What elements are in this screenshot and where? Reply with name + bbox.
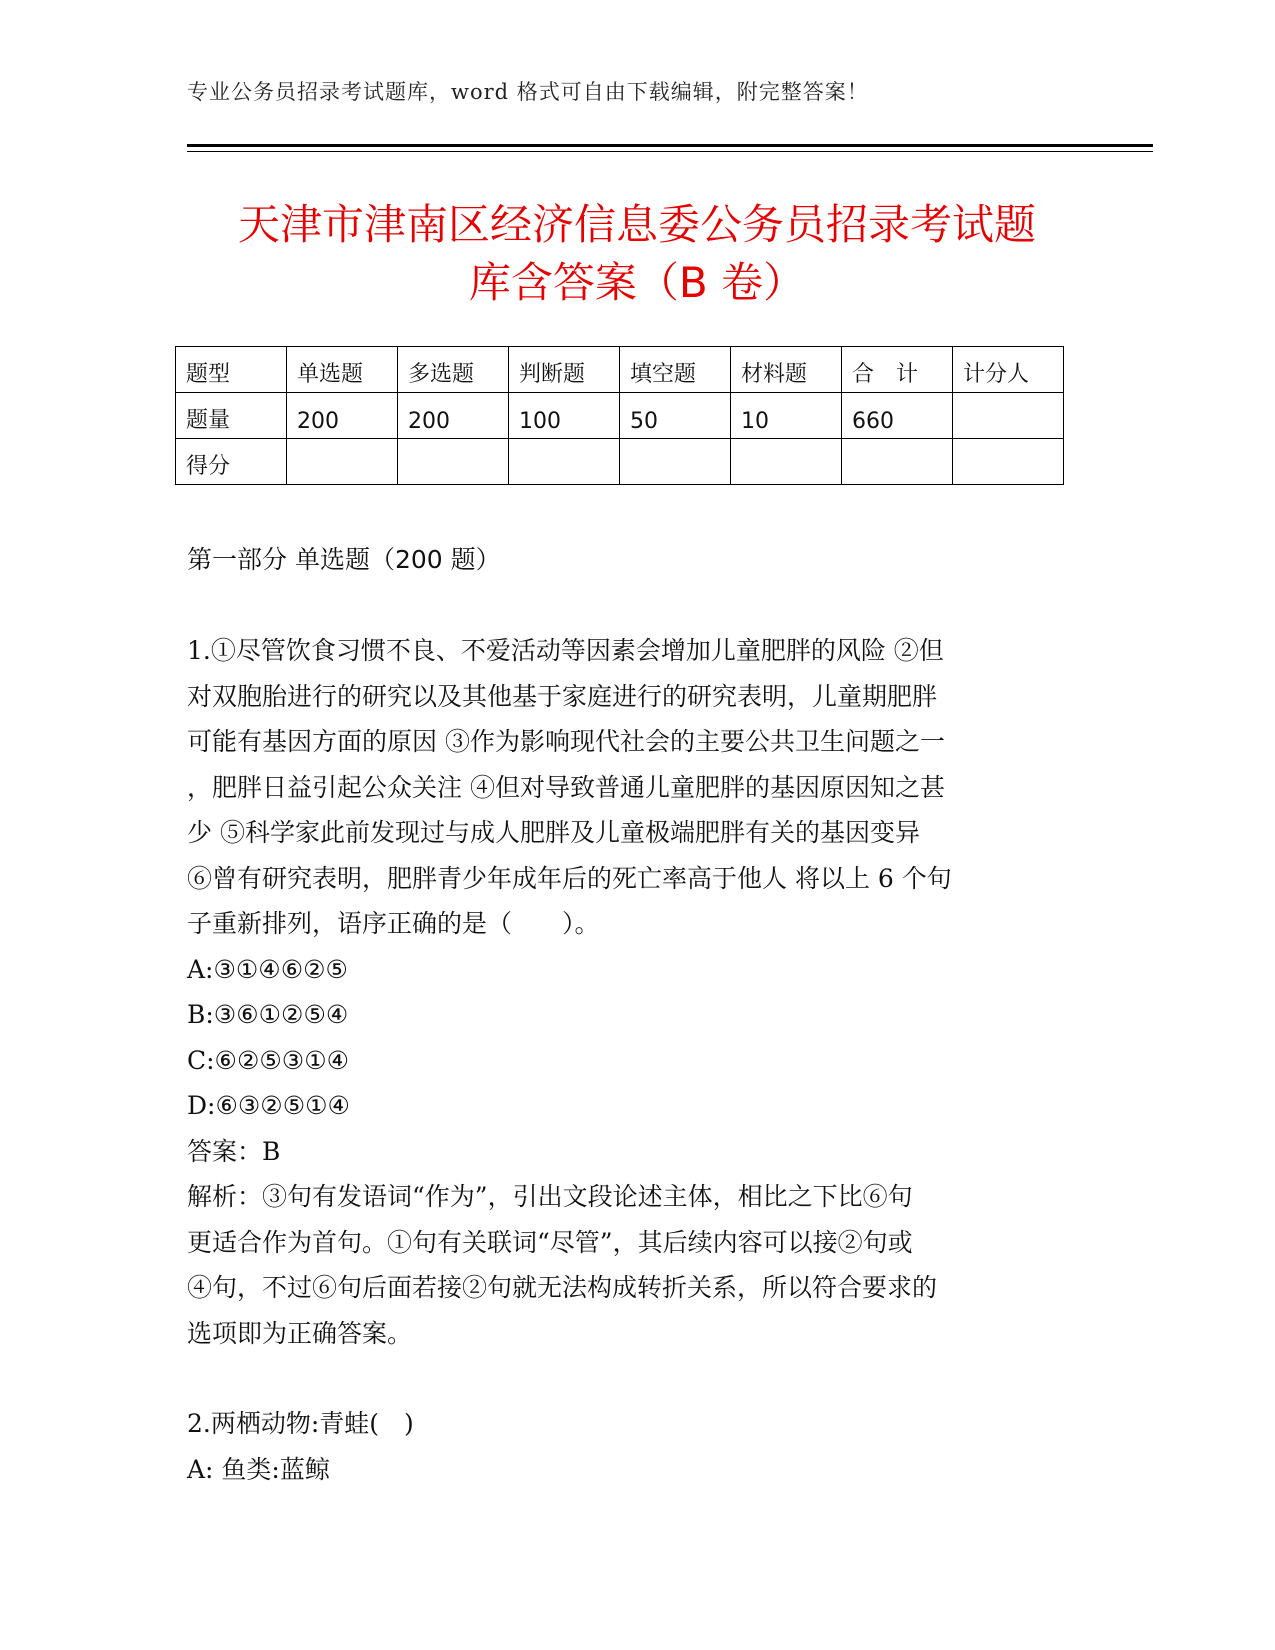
header-rule-thin bbox=[187, 151, 1153, 152]
analysis-line: 更适合作为首句。①句有关联词“尽管”，其后续内容可以接②句或 bbox=[187, 1227, 913, 1257]
question-stem-line: 少 ⑤科学家此前发现过与成人肥胖及儿童极端肥胖有关的基因变异 bbox=[187, 818, 920, 847]
table-cell: 题型 bbox=[176, 347, 287, 393]
option-a: A: 鱼类:蓝鲸 bbox=[187, 1454, 330, 1484]
question-stem-line: ，肥胖日益引起公众关注 ④但对导致普通儿童肥胖的基因原因知之甚 bbox=[187, 772, 945, 802]
analysis-label: 解析： bbox=[187, 1182, 263, 1211]
header-rule-thick bbox=[187, 144, 1153, 147]
table-cell: 200 bbox=[398, 393, 509, 439]
table-row bbox=[176, 439, 1064, 485]
table-cell bbox=[620, 439, 731, 485]
analysis-line: 选项即为正确答案。 bbox=[187, 1318, 413, 1348]
question-stem-line: 1.①尽管饮食习惯不良、不爱活动等因素会增加儿童肥胖的风险 ②但 bbox=[187, 636, 944, 665]
section-heading: 第一部分 单选题（200 题） bbox=[187, 545, 501, 574]
table-cell: 材料题 bbox=[731, 347, 842, 393]
table-cell: 单选题 bbox=[287, 347, 398, 393]
table-cell: 判断题 bbox=[509, 347, 620, 393]
table-cell bbox=[953, 393, 1064, 439]
table-cell: 计分人 bbox=[953, 347, 1064, 393]
question-stem-line: 可能有基因方面的原因 ③作为影响现代社会的主要公共卫生问题之一 bbox=[187, 727, 945, 756]
table-cell bbox=[953, 439, 1064, 485]
title-line-2: 库含答案（B 卷） bbox=[468, 258, 806, 307]
table-cell bbox=[509, 439, 620, 485]
table-row bbox=[176, 347, 1064, 393]
table-cell: 合 计 bbox=[842, 347, 953, 393]
table-cell: 100 bbox=[509, 393, 620, 439]
table-cell: 多选题 bbox=[398, 347, 509, 393]
header-note: 专业公务员招录考试题库，word 格式可自由下载编辑，附完整答案！ bbox=[187, 80, 869, 104]
score-table bbox=[175, 346, 1064, 485]
answer-label: 答案： bbox=[187, 1136, 263, 1166]
table-cell: 填空题 bbox=[620, 347, 731, 393]
table-cell bbox=[842, 439, 953, 485]
table-row bbox=[176, 393, 1064, 439]
analysis-line bbox=[187, 1174, 1087, 1220]
table-cell: 200 bbox=[287, 393, 398, 439]
option-b: B:③⑥①②⑤④ bbox=[187, 1000, 349, 1029]
page-title bbox=[187, 196, 1087, 312]
table-cell: 10 bbox=[731, 393, 842, 439]
table-cell bbox=[287, 439, 398, 485]
table-cell: 50 bbox=[620, 393, 731, 439]
question-1 bbox=[187, 628, 1087, 1356]
question-gap bbox=[187, 1356, 1087, 1401]
answer-value: B bbox=[262, 1136, 281, 1166]
question-list bbox=[187, 628, 1087, 1492]
question-stem-line: 对双胞胎进行的研究以及其他基于家庭进行的研究表明，儿童期肥胖 bbox=[187, 681, 938, 711]
table-cell: 660 bbox=[842, 393, 953, 439]
title-line-1: 天津市津南区经济信息委公务员招录考试题 bbox=[237, 200, 1036, 249]
question-stem-line: 子重新排列，语序正确的是（ ）。 bbox=[187, 909, 600, 938]
table-cell: 题量 bbox=[176, 393, 287, 439]
analysis-line: ④句，不过⑥句后面若接②句就无法构成转折关系，所以符合要求的 bbox=[187, 1273, 938, 1302]
analysis-text: ③句有发语词“作为”，引出文段论述主体，相比之下比⑥句 bbox=[262, 1182, 913, 1211]
table-cell bbox=[398, 439, 509, 485]
table-cell bbox=[731, 439, 842, 485]
question-2 bbox=[187, 1401, 1087, 1492]
option-d: D:⑥③②⑤①④ bbox=[187, 1091, 350, 1120]
answer-line bbox=[187, 1129, 1087, 1175]
question-stem-line: 2.两栖动物:青蛙( ) bbox=[187, 1409, 414, 1438]
option-c: C:⑥②⑤③①④ bbox=[187, 1045, 350, 1075]
option-a: A:③①④⑥②⑤ bbox=[187, 954, 348, 984]
table-cell: 得分 bbox=[176, 439, 287, 485]
question-stem-line: ⑥曾有研究表明，肥胖青少年成年后的死亡率高于他人 将以上 6 个句 bbox=[187, 863, 952, 893]
